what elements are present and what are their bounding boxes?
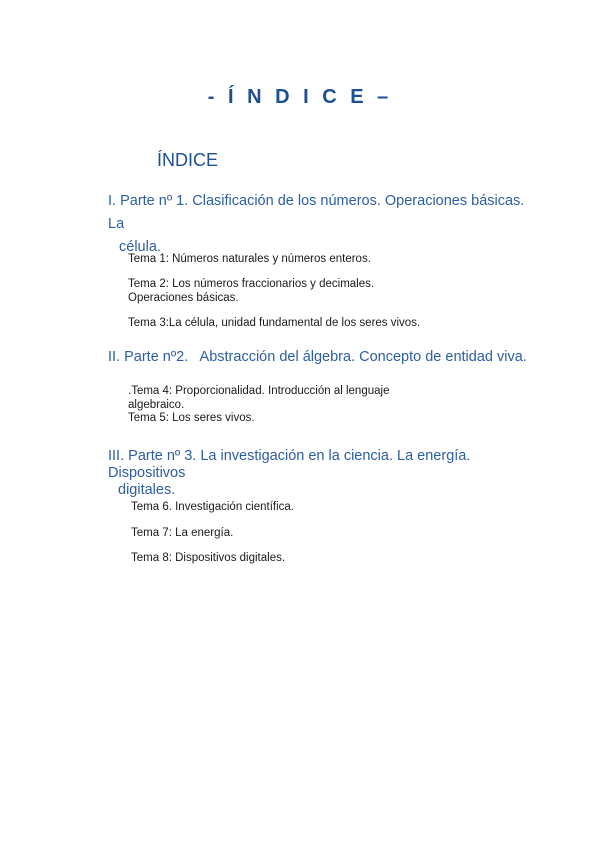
tema-3-text: Tema 3:La célula, unidad fundamental de los seres vivos. (128, 317, 421, 329)
tema-7-text: Tema 7: La energía. (131, 527, 234, 539)
tema-2 (128, 277, 374, 305)
tema-8-text: Tema 8: Dispositivos digitales. (131, 552, 286, 564)
tema-8 (131, 551, 285, 565)
tema-2-line-2: Operaciones básicas. (128, 292, 239, 304)
tema-5-text: Tema 5: Los seres vivos. (128, 412, 255, 424)
part-1-heading-line-1: I. Parte nº 1. Clasificación de los números. Operaciones básicas. La (108, 193, 525, 232)
tema-6 (131, 500, 294, 514)
tema-7 (131, 526, 233, 540)
tema-4 (128, 384, 389, 412)
tema-5 (128, 411, 255, 425)
part-1-heading-line-2: célula. (119, 239, 161, 255)
index-heading: ÍNDICE (157, 150, 219, 170)
part-3-heading (108, 448, 528, 499)
tema-4-line-2: algebraico. (128, 399, 185, 411)
part-2-heading (108, 346, 548, 369)
tema-2-line-1: Tema 2: Los números fraccionarios y decimales. (128, 278, 375, 290)
part-2-heading-line-1: II. Parte nº2. Abstracción del álgebra. Concepto de entidad viva. (108, 349, 527, 365)
page-title: - Í N D I C E – (207, 86, 393, 108)
tema-4-line-1: .Tema 4: Proporcionalidad. Introducción al lenguaje (128, 385, 390, 397)
part-3-heading-line-1: III. Parte nº 3. La investigación en la ciencia. La energía. Dispositivos (108, 448, 471, 481)
tema-6-text: Tema 6. Investigación científica. (131, 501, 294, 513)
tema-1-text: Tema 1: Números naturales y números enteros. (128, 253, 371, 265)
tema-3 (128, 316, 420, 330)
part-3-heading-line-2: digitales. (118, 482, 176, 498)
tema-1 (128, 252, 371, 266)
part-1-heading (108, 190, 538, 259)
